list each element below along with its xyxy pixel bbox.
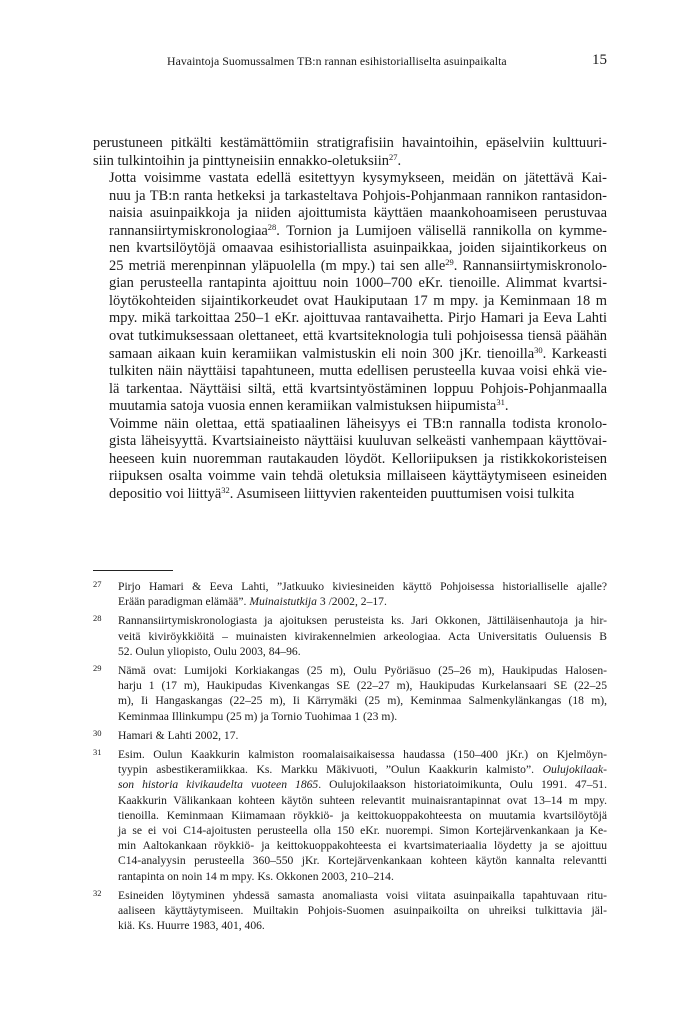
footnote-number: 28 [93,613,102,624]
body-text [93,135,607,503]
text-segment: löytökohteiden sijaintikorkeudet ovat Haukiputaan 17 m mpy. ja Keminmaan 18 m [109,292,607,309]
text-line [93,240,607,258]
footnote-text: Esim. Oulun Kaakkurin kalmiston roomalaisaikaisessa haudassa (150–400 jKr.) on Kjelmöyn- [118,748,607,762]
footnote-line [118,808,607,823]
footnote-line [118,594,607,609]
text-line [93,153,607,171]
footnote-text: veitä kiviröykkiöitä – muinaisten kivirakennelmien arkeologiaa. Acta Universitatis Ouluensis B [118,629,607,643]
text-segment: . Karkeasti [542,345,607,362]
footnote-text: aaliseen käyttäytymiseen. Muiltakin Pohjois-Suomen asuinpaikoilta on uhreiksi tulkittavia jäl- [118,904,607,918]
footnote-number: 30 [93,727,102,738]
footnote-line [118,903,607,918]
footnote-line [118,709,607,724]
footnote-text: 3 /2002, 2–17. [316,595,387,609]
text-line [93,363,607,381]
italic-title: son historia kivikaudelta vuoteen 1865 [118,778,319,792]
footnote-text: C14-analyysin perusteella 360–550 jKr. Kortejärvenkankaan kohteen käytön kannalta relevantti [118,854,607,868]
italic-title: Muinaistutkija [249,595,317,609]
text-segment: nen kvartsilöytöjä omaavaa esihistoriallista asuinpaikkaa, joiden sijaintikorkeus on [109,240,607,257]
text-segment: 25 metriä merenpinnan yläpuolella (m mpy.) tai sen alle [109,257,446,274]
footnote-line [118,793,607,808]
text-segment: gista läheisyyttä. Kvartsiaineisto näyttäisi kuuluvan selkeästi vanhempaan käyttövai- [109,433,607,450]
footnote-line [118,853,607,868]
footnote [93,613,607,659]
footnote-text: kiä. Ks. Huurre 1983, 401, 406. [118,919,265,933]
footnote-ref[interactable]: 30 [534,344,543,355]
text-line [93,293,607,311]
footnote-line [118,823,607,838]
footnote-text: Rannansiirtymiskronologiasta ja ajoituksen perusteista ks. Jari Okkonen, Jättiläisenhautoja ja hir- [118,614,607,628]
footnote-line [118,762,607,777]
footnote-line [118,579,607,594]
running-header-title: Havaintoja Suomussalmen TB:n rannan esihistorialliselta asuinpaikalta [167,54,507,68]
text-segment: riipuksen osalta voimme vain tehdä oletuksia millaiseen käyttäytymiseen esineiden [109,468,607,485]
text-segment: heeseen kuin nuoremman rautakauden löydöt. Kelloriipuksen ja ristikkokoristeisen [109,450,607,467]
text-line [93,433,607,451]
footnote-ref[interactable]: 27 [388,151,398,162]
text-segment: naisia asuinpaikkoja ja niiden ajoittumista käyttäen maankohoamiseen perustuvaa [109,205,607,222]
footnote [93,888,607,934]
footnote-line [118,644,607,659]
footnote-text: harju 1 (17 m), Haukipudas Kivenkangas SE (22–27 m), Haukipudas Kurkelansaari SE (22–25 [118,679,607,693]
footnote-line [118,888,607,903]
text-line [93,468,607,486]
footnote-separator [93,570,173,571]
footnote [93,728,607,743]
text-segment: rannansiirtymiskronologiaa [109,222,268,239]
text-line [93,486,607,504]
italic-title: Oulujokilaak- [542,763,607,777]
footnote-line [118,678,607,693]
footnote-line [118,918,607,933]
text-line [93,381,607,399]
text-segment: perustuneen pitkälti kestämättömiin stratigrafisiin havaintoihin, epäselviin kulttuuri- [93,135,607,151]
footnote-line [118,629,607,644]
text-segment: . [504,398,509,415]
text-segment: . Rannansiirtymiskronolo- [453,257,607,274]
footnote-number: 27 [93,579,102,589]
text-segment: mpy. mikä tarkoittaa 250–1 eKr. ajoittuvaa rantavaihetta. Pirjo Hamari ja Eeva Lahti [109,310,607,327]
running-header [93,54,607,74]
text-segment: muutamia satoja vuosia ennen keramiikan valmistuksen hiipumista [109,398,497,415]
footnote [93,747,607,884]
text-segment: . Tornion ja Lumijoen välisellä rannikolla on kymme- [276,222,607,239]
footnote-line [118,663,607,678]
text-segment: . Asumiseen liittyvien rakenteiden puuttumisen voisi tulkita [229,485,575,502]
footnote-text: Erään paradigman elämää”. [118,595,250,609]
paragraph [93,170,607,416]
text-line [93,170,607,188]
footnote-line [118,838,607,853]
text-line [93,328,607,346]
text-segment: depositio voi liittyä [109,485,222,502]
text-line [93,275,607,293]
text-line [93,188,607,206]
footnote-text: min Aaltokankaan röykkiö- ja keittokuoppakohteesta ei kvartsimateriaalia löydetty ja se ajoittuu [118,839,607,853]
footnote-line [118,869,607,884]
text-line [93,205,607,223]
text-line [93,223,607,241]
footnote-ref[interactable]: 28 [267,221,277,232]
footnote-text: tyypin asbestikeramiikkaa. Ks. Markku Mäkivuoti, ”Oulun Kaakkurin kalmisto”. [118,763,543,777]
footnote-text: rantapinta on noin 14 m mpy. Ks. Okkonen 2003, 210–214. [118,869,394,883]
text-segment: tulkiten näin näyttäisi tapahtuneen, mutta edellisen perusteella kuvaa voisi ehkä vie- [109,363,607,380]
footnote-line [118,747,607,762]
footnote-text: Esineiden löytyminen yhdessä samasta anomaliasta voisi viitata asuinpaikalla tapahtuvaan ritu- [118,888,607,902]
footnote-text: Kaakkurin Välikankaan kohteen käytön suhteen relevantit muinaisrantapinnat ovat 13–14 m mpy. [118,793,607,807]
footnote-ref[interactable]: 31 [496,397,505,408]
footnote-text: Keminmaa Illinkumpu (25 m) ja Tornio Tuohimaa 1 (23 m). [118,709,398,723]
text-segment: gian perusteella rantapinta ajoittuu noin 1000–700 eKr. tienoille. Alimmat kvartsi- [109,275,607,292]
footnote-text: m), Ii Hangaskangas (22–25 m), Ii Kärrymäki (25 m), Keminmaa Salmenkylänkangas (18 m), [118,694,607,708]
text-line [93,258,607,276]
footnote-text: . Oulujokilaakson historiatoimikunta, Oulu 1991. 47–51. [318,778,607,792]
text-segment: lä tarkentaa. Näyttäisi siltä, että kvartsintyöstäminen loppuu Pohjois-Pohjanmaalla [109,380,607,397]
text-line [93,346,607,364]
paragraph [93,416,607,504]
footnote-line [118,777,607,792]
page-number: 15 [592,52,607,68]
text-segment: samaan aikaan kuin keramiikan valmistuskin eli noin 300 jKr. tienoilla [109,345,535,362]
text-segment: Jotta voisimme vastata edellä esitettyyn kysymykseen, meidän on jätettävä Kai- [109,170,607,187]
footnote-number: 29 [93,663,102,674]
text-segment: Voimme näin olettaa, että spatiaalinen läheisyys ei TB:n rannalla todista kronolo- [109,415,607,432]
text-line [93,135,607,153]
footnote-text: Pirjo Hamari & Eeva Lahti, ”Jatkuuko kiviesineiden käyttö Pohjoisessa historialliselle ajalle? [118,580,607,593]
footnote-ref[interactable]: 29 [445,256,454,267]
text-segment: siin tulkintoihin ja pinttyneisiin ennakko-oletuksiin [93,152,389,169]
footnote-line [118,693,607,708]
footnote-ref[interactable]: 32 [221,484,230,495]
footnote-text: ja se ei voi C14-ajoitusten perusteella olla 150 eKr. nuorempi. Simon Kortejärvenkankaan ja Ke- [118,824,607,838]
footnote-number: 31 [93,747,102,758]
footnote-line [118,728,607,743]
footnote-number: 32 [93,887,102,898]
text-segment: ovat tutkimuksessaan olettaneet, että kvartsiteknologia tuli pohjoisessa tiensä päähän [109,328,607,345]
footnote-text: Hamari & Lahti 2002, 17. [118,728,239,742]
footnotes [93,579,607,937]
footnote-text: Nämä ovat: Lumijoki Korkiakangas (25 m), Oulu Pyöriäsuo (25–26 m), Haukipudas Halosen- [118,664,607,678]
paragraph [93,135,607,170]
text-line [93,310,607,328]
text-line [93,398,607,416]
footnote [93,663,607,724]
footnote [93,579,607,609]
text-segment: nuu ja TB:n ranta hetkeksi ja tarkasteltava Pohjois-Pohjanmaan rannikon rantasidon- [109,187,607,204]
text-segment: . [397,152,402,169]
footnote-text: tienoilla. Keminmaan Kiimamaan röykkiö- ja keittokuoppakohteesta on muutamia kvartsilöytöjä [118,808,607,822]
text-line [93,416,607,434]
text-line [93,451,607,469]
footnote-line [118,613,607,628]
footnote-text: 52. Oulun yliopisto, Oulu 2003, 84–96. [118,644,301,658]
